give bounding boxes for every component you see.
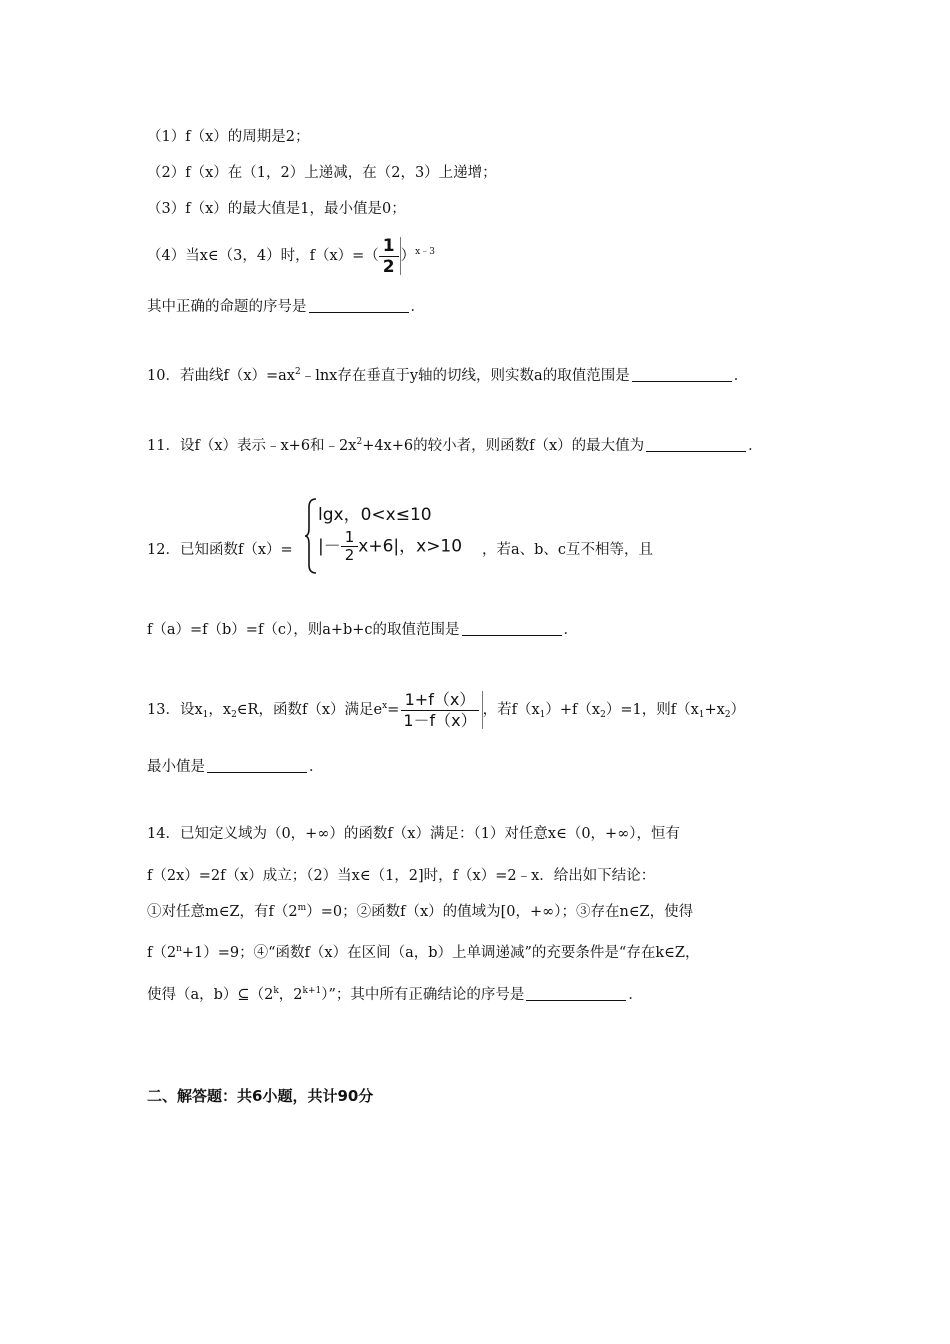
q13-sub-2: 2 (231, 710, 237, 720)
answer-blank (646, 437, 746, 452)
q10-text-a: 10．若曲线f（x）=ax (147, 368, 295, 384)
q14-line-3-b: ）=0；②函数f（x）的值域为[0，+∞）；③存在n∈Z，使得 (306, 904, 694, 920)
q10-superscript: 2 (294, 367, 301, 377)
q13-line-2 (147, 757, 324, 777)
q12-prefix: 12．已知函数f（x）= (147, 542, 293, 558)
q12-case-2 (318, 530, 462, 563)
period: ． (628, 987, 643, 1003)
q9-conclusion-text: 其中正确的命题的序号是 (147, 299, 307, 315)
q12-line-2-text: f（a）=f（b）=f（c），则a+b+c的取值范围是 (147, 622, 460, 638)
q11-superscript: 2 (356, 437, 363, 447)
q14-line-3 (147, 902, 693, 922)
q11-text-a: 11．设f（x）表示﹣x+6和﹣2x (147, 438, 357, 454)
q13-numerator: 1+f（x） (401, 691, 480, 711)
q13-text-g: +x (704, 702, 725, 718)
statement-4-prefix: （4）当x∈（3，4）时，f（x）=（ (147, 248, 379, 264)
fraction-numerator: 1 (341, 530, 359, 547)
answer-blank (207, 758, 307, 773)
q14-line-1: 14．已知定义域为（0，+∞）的函数f（x）满足：（1）对任意x∈（0，+∞），恒有 (147, 826, 681, 842)
q12-case-2-a: |－ (318, 536, 341, 557)
q13-sub-6: 2 (724, 710, 731, 720)
q14-line-5-sup-2: k+1 (302, 986, 322, 996)
q13-text-b: ，x (208, 702, 232, 718)
q14-line-4-b: +1）=9；④“函数f（x）在区间（a，b）上单调递减”的充要条件是“存在k∈Z， (181, 945, 700, 961)
period: ． (733, 368, 749, 384)
q13-equals: = (387, 702, 400, 718)
fraction-numerator: 1 (379, 237, 399, 257)
question-11 (147, 436, 763, 456)
section-heading: 二、解答题：共6小题，共计90分 (147, 1087, 374, 1105)
question-13 (147, 688, 745, 732)
q13-text-f: ）=1，则f（x (605, 702, 699, 718)
statement-3: （3）f（x）的最大值是1，最小值是0； (147, 201, 406, 217)
answer-blank (632, 367, 732, 382)
piecewise-brace (304, 497, 318, 575)
q11-text-b: +4x+6的较小者，则函数f（x）的最大值为 (362, 438, 645, 454)
period: ． (563, 622, 579, 638)
answer-blank (462, 621, 562, 636)
q10-text-b: ﹣lnx存在垂直于y轴的切线，则实数a的取值范围是 (300, 368, 630, 384)
question-10 (147, 366, 748, 386)
q12-case-2-b: x+6|，x>10 (358, 536, 463, 557)
period: ． (309, 759, 324, 775)
statement-4-exponent: x﹣3 (415, 247, 435, 257)
period: ． (748, 438, 763, 454)
q13-sub-3: 1 (539, 710, 546, 720)
q13-sup-x: x (382, 701, 388, 711)
q13-text-e: ）+f（x (545, 702, 601, 718)
q13-sub-1: 1 (202, 710, 209, 720)
q14-line-3-a: ①对任意m∈Z，有f（2 (147, 904, 298, 920)
answer-blank (526, 986, 626, 1001)
q13-denominator: 1－f（x） (403, 710, 477, 730)
q13-text-c: ∈R，函数f（x）满足e (236, 702, 383, 718)
q12-suffix: ，若a、b、c互不相等，且 (482, 542, 654, 558)
q14-line-4-a: f（2 (147, 945, 177, 961)
q13-sub-5: 1 (698, 710, 705, 720)
q12-line-2 (147, 620, 578, 640)
q13-sub-4: 2 (600, 710, 606, 720)
q9-conclusion (147, 297, 425, 317)
q14-line-4 (147, 943, 699, 963)
period: ． (410, 299, 425, 315)
q14-line-5-a: 使得（a，b）⊆（2 (147, 987, 274, 1003)
q14-line-5-c: ）”；其中所有正确结论的序号是 (321, 987, 525, 1003)
fraction-denominator: 2 (382, 256, 395, 277)
statement-2: （2）f（x）在（1，2）上递减，在（2，3）上递增； (147, 165, 497, 181)
q13-fraction (399, 691, 480, 730)
q12-case-1: lgx，0<x≤10 (318, 505, 432, 525)
q14-line-2: f（2x）=2f（x）成立；（2）当x∈（1，2]时，f（x）=2﹣x．给出如下结论： (147, 868, 656, 884)
half-fraction (379, 237, 399, 276)
q13-text-h: ） (730, 702, 746, 718)
q13-text-a: 13．设x (147, 702, 203, 718)
q12-half-fraction (341, 530, 359, 563)
fraction-denominator: 2 (344, 546, 355, 564)
q14-line-5-b: ，2 (278, 987, 303, 1003)
statement-1: （1）f（x）的周期是2； (147, 129, 310, 145)
fraction-bar-mark (400, 237, 401, 275)
statement-4: （4）当x∈（3，4）时，f（x）=（ $\frac{1}{2}$ ）$^{x﹣3}$ (147, 235, 435, 277)
q14-line-5 (147, 985, 643, 1005)
q14-line-4-sup: n (176, 944, 182, 954)
q14-line-5-sup-1: k (273, 986, 279, 996)
q13-text-d: ，若f（x (482, 702, 540, 718)
q14-line-3-sup: m (297, 903, 307, 913)
answer-blank (309, 298, 409, 313)
q13-line-2-text: 最小值是 (147, 759, 205, 775)
